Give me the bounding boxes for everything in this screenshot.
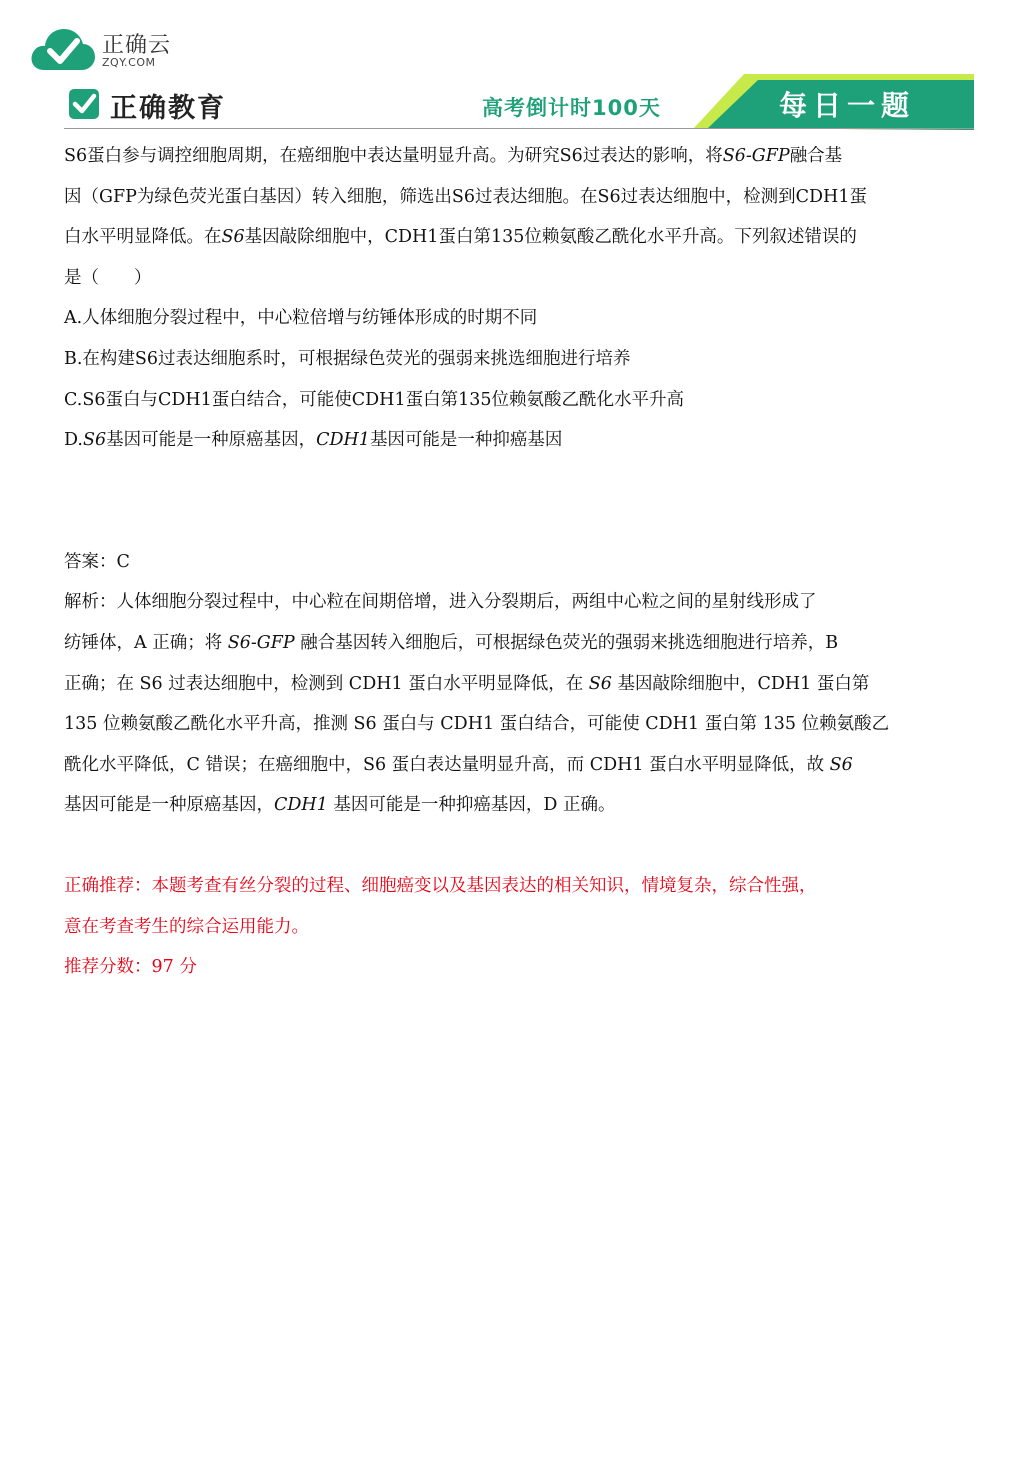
recommend-score: 推荐分数：97 分 bbox=[64, 957, 197, 978]
checkbox-logo-icon bbox=[68, 88, 100, 120]
recommend-line-1: 正确推荐：本题考查有丝分裂的过程、细胞癌变以及基因表达的相关知识，情境复杂，综合性强， bbox=[64, 875, 817, 896]
analysis-line-2: 纺锤体，A 正确；将 S6-GFP 融合基因转入细胞后，可根据绿色荧光的强弱来挑选细胞进行培养，B bbox=[64, 632, 839, 653]
option-a: A.人体细胞分裂过程中，中心粒倍增与纺锤体形成的时期不同 bbox=[64, 308, 538, 329]
question-line-1: S6蛋白参与调控细胞周期，在癌细胞中表达量明显升高。为研究S6过表达的影响，将S6-GFP融合基 bbox=[64, 146, 843, 166]
answer: 答案：C bbox=[64, 551, 130, 572]
countdown-text: 高考倒计时100天 bbox=[482, 96, 661, 120]
analysis-line-4: 135 位赖氨酸乙酰化水平升高，推测 S6 蛋白与 CDH1 蛋白结合，可能使 CDH1 蛋白第 135 位赖氨酸乙 bbox=[64, 714, 890, 735]
question-line-4: 是（ ） bbox=[64, 267, 152, 288]
question-content bbox=[64, 136, 974, 988]
analysis-line-6: 基因可能是一种原癌基因，CDH1 基因可能是一种抑癌基因，D 正确。 bbox=[64, 795, 616, 816]
analysis-line-5: 酰化水平降低，C 错误；在癌细胞中，S6 蛋白表达量明显升高，而 CDH1 蛋白水平明显降低，故 S6 bbox=[64, 754, 853, 775]
analysis-line-3: 正确；在 S6 过表达细胞中，检测到 CDH1 蛋白水平明显降低，在 S6 基因敲除细胞中，CDH1 蛋白第 bbox=[64, 673, 870, 694]
recommend-line-2: 意在考查考生的综合运用能力。 bbox=[64, 916, 309, 937]
brand-name: 正确云 bbox=[102, 33, 172, 58]
header-bar bbox=[64, 74, 974, 130]
analysis-line-1: 解析：人体细胞分裂过程中，中心粒在间期倍增，进入分裂期后，两组中心粒之间的星射线形成了 bbox=[64, 592, 817, 613]
question-line-3: 白水平明显降低。在S6基因敲除细胞中，CDH1蛋白第135位赖氨酸乙酰化水平升高。下列叙述错误的 bbox=[64, 227, 857, 248]
option-c: C.S6蛋白与CDH1蛋白结合，可能使CDH1蛋白第135位赖氨酸乙酰化水平升高 bbox=[64, 389, 684, 410]
question-line-2: 因（GFP为绿色荧光蛋白基因）转入细胞，筛选出S6过表达细胞。在S6过表达细胞中，检测到CDH1蛋 bbox=[64, 186, 867, 207]
option-d: D.S6基因可能是一种原癌基因，CDH1基因可能是一种抑癌基因 bbox=[64, 430, 563, 451]
header-title: 正确教育 bbox=[110, 93, 226, 124]
banner-title: 每日一题 bbox=[779, 89, 916, 122]
brand-logo bbox=[30, 24, 190, 74]
header-divider bbox=[64, 128, 974, 129]
cloud-check-icon bbox=[30, 24, 96, 72]
brand-domain: ZQY.COM bbox=[102, 56, 156, 69]
option-b: B.在构建S6过表达细胞系时，可根据绿色荧光的强弱来挑选细胞进行培养 bbox=[64, 348, 631, 369]
